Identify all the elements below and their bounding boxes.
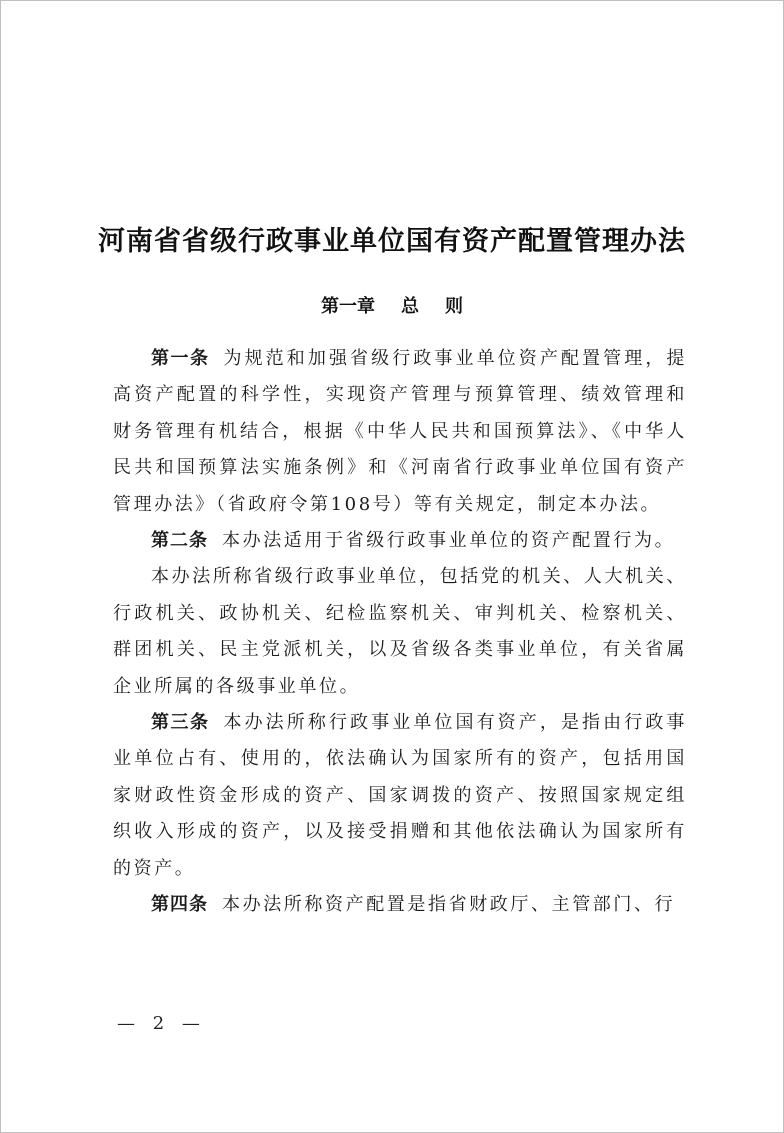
article-text: 本办法所称省级行政事业单位，包括党的机关、人大机关、行政机关、政协机关、纪检监察机关、审判机关、检察机关、群团机关、民主党派机关，以及省级各类事业单位，有关省属企业所属的各级事业单位。 [113, 566, 687, 697]
article-text: 为规范和加强省级行政事业单位资产配置管理，提高资产配置的科学性，实现资产管理与预算管理、绩效管理和财务管理有机结合，根据《中华人民共和国预算法》、《中华人民共和国预算法实施条例》和《河南省行政事业单位国有资产管理办法》（省政府令第108号）等有关规定，制定本办法。 [113, 348, 688, 515]
article-text: 本办法所称行政事业单位国有资产，是指由行政事业单位占有、使用的，依法确认为国家所有的资产，包括用国家财政性资金形成的资产、国家调拨的资产、按照国家规定组织收入形成的资产，以及接受捐赠和其他依法确认为国家所有的资产。 [113, 712, 688, 879]
article-heading: 第四条 [151, 894, 208, 916]
article-heading: 第一条 [151, 348, 210, 369]
article-2 [113, 523, 687, 559]
document-body [113, 341, 687, 924]
document-title: 河南省省级行政事业单位国有资产配置管理办法 [98, 226, 686, 257]
article-1 [113, 341, 687, 523]
article-heading: 第三条 [151, 712, 210, 734]
chapter-name-part1: 总 [401, 296, 419, 317]
article-4 [113, 887, 687, 923]
chapter-heading [1, 292, 783, 318]
article-text: 本办法所称资产配置是指省财政厅、主管部门、行 [222, 894, 676, 916]
chapter-name-part2: 则 [445, 296, 463, 317]
page-number: — 2 — [117, 1013, 206, 1034]
chapter-label: 第一章 [321, 296, 375, 317]
article-2-paragraph-2 [113, 559, 687, 705]
article-heading: 第二条 [151, 530, 208, 552]
article-text: 本办法适用于省级行政事业单位的资产配置行为。 [222, 530, 676, 552]
article-3 [113, 705, 687, 887]
